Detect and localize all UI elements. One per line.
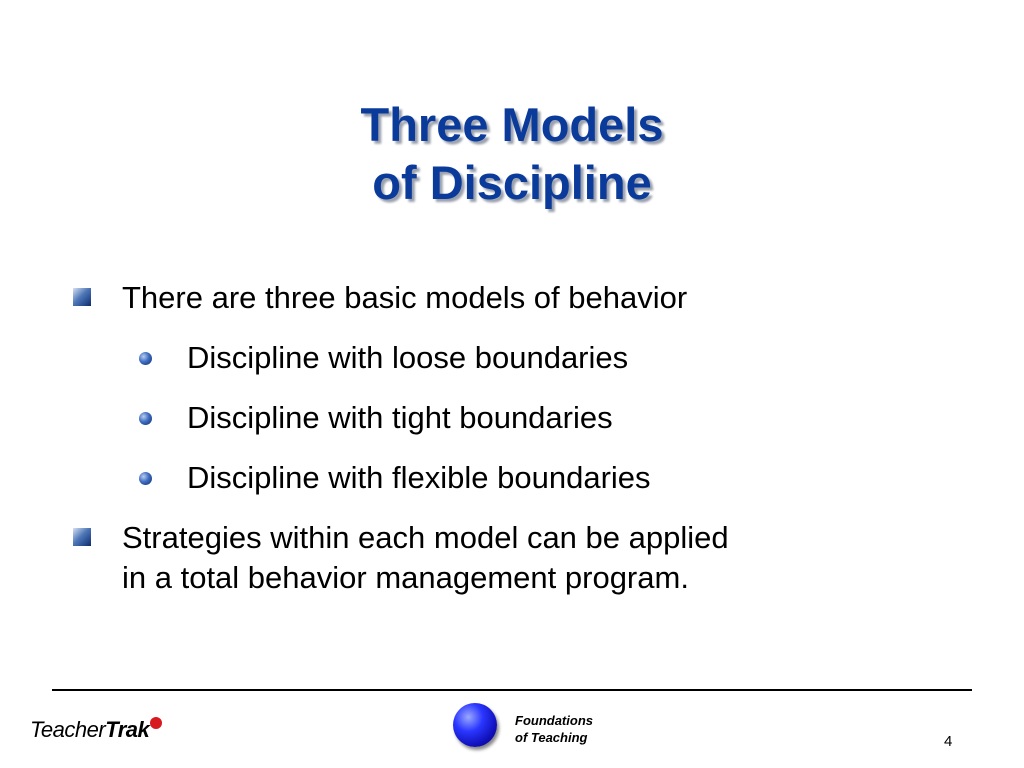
registered-dot-icon	[150, 717, 162, 729]
sub-bullet-item: Discipline with flexible boundaries	[187, 460, 651, 495]
logo-part-1: Teacher	[30, 717, 106, 742]
square-bullet-icon	[73, 288, 91, 306]
foundations-line-2: of Teaching	[515, 730, 588, 745]
round-bullet-icon	[139, 472, 152, 485]
bullet-item-line-1: Strategies within each model can be applied	[122, 520, 729, 555]
page-number: 4	[944, 733, 953, 750]
footer-divider	[52, 689, 972, 691]
title-line-1: Three Models	[360, 98, 664, 151]
round-bullet-icon	[139, 412, 152, 425]
logo-part-2: Trak	[105, 717, 150, 742]
sub-bullet-item: Discipline with tight boundaries	[187, 400, 613, 435]
bullet-item-line-2: in a total behavior management program.	[122, 560, 689, 595]
teachertrak-logo	[30, 717, 162, 743]
globe-icon	[453, 703, 497, 747]
square-bullet-icon	[73, 528, 91, 546]
slide-title	[0, 96, 1024, 212]
title-line-2: of Discipline	[372, 156, 652, 209]
foundations-label	[515, 712, 593, 746]
round-bullet-icon	[139, 352, 152, 365]
bullet-item: There are three basic models of behavior	[122, 280, 688, 315]
sub-bullet-item: Discipline with loose boundaries	[187, 340, 629, 375]
foundations-line-1: Foundations	[515, 713, 593, 728]
